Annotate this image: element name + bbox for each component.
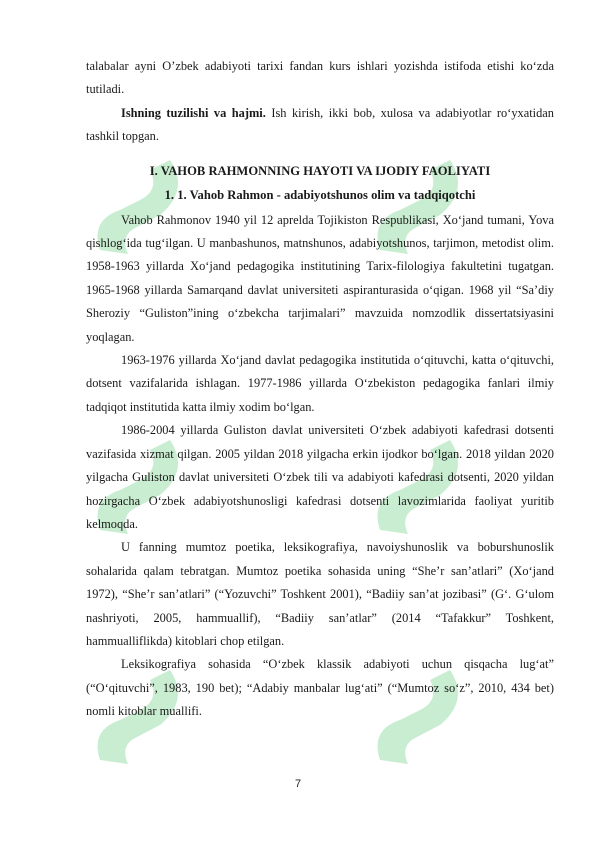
body-paragraph: 1986-2004 yillarda Guliston davlat universiteti O‘zbek adabiyoti kafedrasi dotsenti vazifasida xizmat qilgan. 2005 yildan 2018 yilgacha erkin ijodkor bo‘lgan. 2018 yildan 2020 yilgacha Guliston davlat universiteti O‘zbek tili va adabiyoti kafedrasi dotsenti, 2020 yildan hozirgacha O‘zbek adabiyotshunosligi kafedrasi dotsenti lavozimlarida faoliyat yuritib kelmoqda. bbox=[86, 423, 554, 531]
structure-text: Ish kirish, ikki bob, xulosa va adabiyotlar ro‘yxatidan tashkil topgan. bbox=[86, 105, 554, 144]
chapter-title: I. VAHOB RAHMONNING HAYOTI VA IJODIY FAOLIYATI bbox=[149, 163, 491, 178]
structure-heading: Ishning tuzilishi va hajmi. bbox=[121, 105, 266, 120]
body-paragraph: Vahob Rahmonov 1940 yil 12 aprelda Tojikiston Respublikasi, Xo‘jand tumani, Yova qishlog‘ida tug‘ilgan. U manbashunos, matnshunos, adabiyotshunos, tarjimon, metodist olim. 1958-1963 yillarda Xo‘jand pedagogika institutining Tarix-filologiya fakultetini tugatgan. 1965-1968 yillarda Samarqand davlat universiteti aspiranturasida o‘qigan. 1968 yil “Sa’diy Sheroziy “Guliston”ining o‘zbekcha tarjimalari” mavzuida nomzodlik dissertatsiyasini yoqlagan. bbox=[86, 212, 554, 344]
structure-paragraph bbox=[86, 102, 554, 149]
body-paragraph: U fanning mumtoz poetika, leksikografiya, navoiyshunoslik va boburshunoslik sohalarida qalam tebratgan. Mumtoz poetika sohasida uning “She’r san’atlari” (Xo‘jand 1972), “She’r san’atlari” (“Yozuvchi” Toshkent 2001), “Badiiy san’at jozibasi” (G‘. G‘ulom nashriyoti, 2005, hammuallif), “Badiiy san’atlar” (2014 “Tafakkur” Toshkent, hammualliflikda) kitoblari chop etilgan. bbox=[86, 540, 554, 648]
body-paragraph: 1963-1976 yillarda Xo‘jand davlat pedagogika institutida o‘qituvchi, katta o‘qituvchi, dotsent vazifalarida ishlagan. 1977-1986 yillarda O‘zbekiston pedagogika fanlari ilmiy tadqiqot institutida katta ilmiy xodim bo‘lgan. bbox=[86, 353, 554, 414]
body-paragraph: Leksikografiya sohasida “O‘zbek klassik adabiyoti uchun qisqacha lug‘at” (“O‘qituvchi”, 1983, 190 bet); “Adabiy manbalar lug‘ati” (“Mumtoz so‘z”, 2010, 434 bet) nomli kitoblar muallifi. bbox=[86, 657, 554, 719]
page-number: 7 bbox=[294, 778, 302, 790]
intro-paragraph: talabalar ayni O’zbek adabiyoti tarixi fandan kurs ishlari yozishda istifoda etishi ko‘zda tutiladi. bbox=[86, 59, 554, 97]
page-body bbox=[86, 55, 554, 724]
section-title: 1. 1. Vahob Rahmon - adabiyotshunos olim va tadqiqotchi bbox=[164, 187, 476, 202]
